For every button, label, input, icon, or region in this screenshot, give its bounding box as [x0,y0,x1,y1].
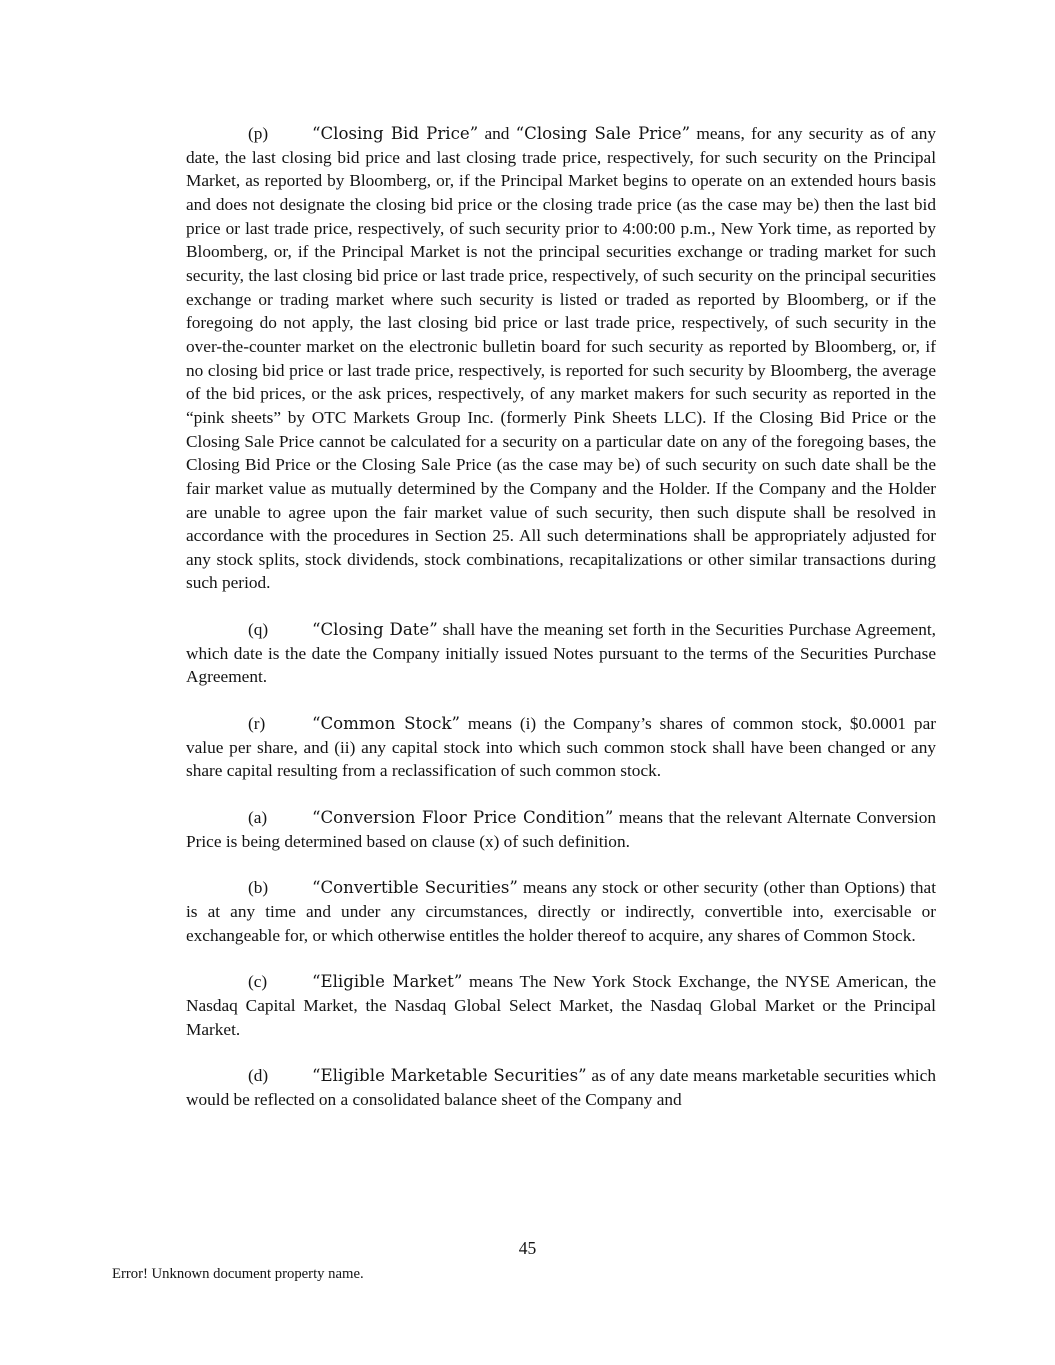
defined-term: “Closing Sale Price” [515,124,691,143]
paragraph-text: means that the relevant Alternate Conversion Price is being determined based on clause (x) of such definition. [186,808,937,851]
definition-paragraph-a [186,806,936,853]
defined-term: “Conversion Floor Price Condition” [312,808,614,828]
definition-paragraph-q [186,618,936,689]
definition-paragraph-r [186,712,936,783]
paragraph-label: (c) [248,972,268,992]
defined-term: “Closing Bid Price” [312,124,479,143]
document-body [186,122,936,1135]
footer-error-note: Error! Unknown document property name. [112,1266,364,1282]
paragraph-text: and [478,124,516,143]
defined-term: “Eligible Marketable Securities” [312,1066,587,1086]
paragraph-label: (d) [248,1066,269,1086]
paragraph-label: (b) [248,878,269,898]
paragraph-text: means, for any security as of any date, the last closing bid price and last closing trade price, respectively, for such security on the Principal Market, as reported by Bloomberg, or, if the Principal Market begins to operate on an extended hours basis and does not designate the closing bid price or the closing trade price (as the case may be) then the last bid price or last trade price, respectively, of such security prior to 4:00:00 p.m., New York time, as reported by Bloomberg, or, if the Principal Market is not the principal securities exchange or trading market for such security, the last closing bid price or last trade price, respectively, of such security on the principal securities exchange or trading market where such security is listed or traded as reported by Bloomberg, or if the foregoing do not apply, the last closing bid price or last trade price, respectively, of such security in the over-the-counter market on the electronic bulletin board for such security as reported by Bloomberg, or, if no closing bid price or last trade price, respectively, is reported for such security by Bloomberg, the average of the bid prices, or the ask prices, respectively, of any market makers for such security as reported in the “pink sheets” by OTC Markets Group Inc. (formerly Pink Sheets LLC). If the Closing Bid Price or the Closing Sale Price cannot be calculated for a security on a particular date on any of the foregoing bases, the Closing Bid Price or the Closing Sale Price (as the case may be) of such security on such date shall be the fair market value as mutually determined by the Company and the Holder. If the Company and the Holder are unable to agree upon the fair market value of such security, then such dispute shall be resolved in accordance with the procedures in Section 25. All such determinations shall be appropriately adjusted for any stock splits, stock dividends, stock combinations, recapitalizations or other similar transactions during such period. [186,124,936,593]
defined-term: “Eligible Market” [312,972,463,992]
paragraph-text: means (i) the Company’s shares of common stock, $0.0001 par value per share, and (ii) any capital stock into which such common stock shall have been changed or any share capital resulting from a reclassification of such common stock. [186,714,936,781]
page-number: 45 [518,1238,537,1258]
defined-term: “Closing Date” [312,620,438,640]
paragraph-label: (a) [248,808,268,828]
defined-term: “Convertible Securities” [312,878,518,898]
paragraph-text: shall have the meaning set forth in the Securities Purchase Agreement, which date is the date the Company initially issued Notes pursuant to the terms of the Securities Purchase Agreement. [186,620,936,687]
definition-paragraph-p [186,122,936,595]
paragraph-text: means any stock or other security (other than Options) that is at any time and under any circumstances, directly or indirectly, convertible into, exercisable or exchangeable for, or which otherwise entitles the holder thereof to acquire, any shares of Common Stock. [186,878,936,945]
paragraph-label: (p) [248,124,269,143]
paragraph-label: (q) [248,620,269,640]
paragraph-text: as of any date means marketable securities which would be reflected on a consolidated balance sheet of the Company and [186,1066,936,1109]
definition-paragraph-b [186,876,936,947]
defined-term: “Common Stock” [312,714,460,734]
definition-paragraph-c [186,970,936,1041]
paragraph-label: (r) [248,714,266,734]
definition-paragraph-d [186,1064,936,1111]
paragraph-text: means The New York Stock Exchange, the NYSE American, the Nasdaq Capital Market, the Nasdaq Global Select Market, the Nasdaq Global Market or the Principal Market. [186,972,936,1039]
